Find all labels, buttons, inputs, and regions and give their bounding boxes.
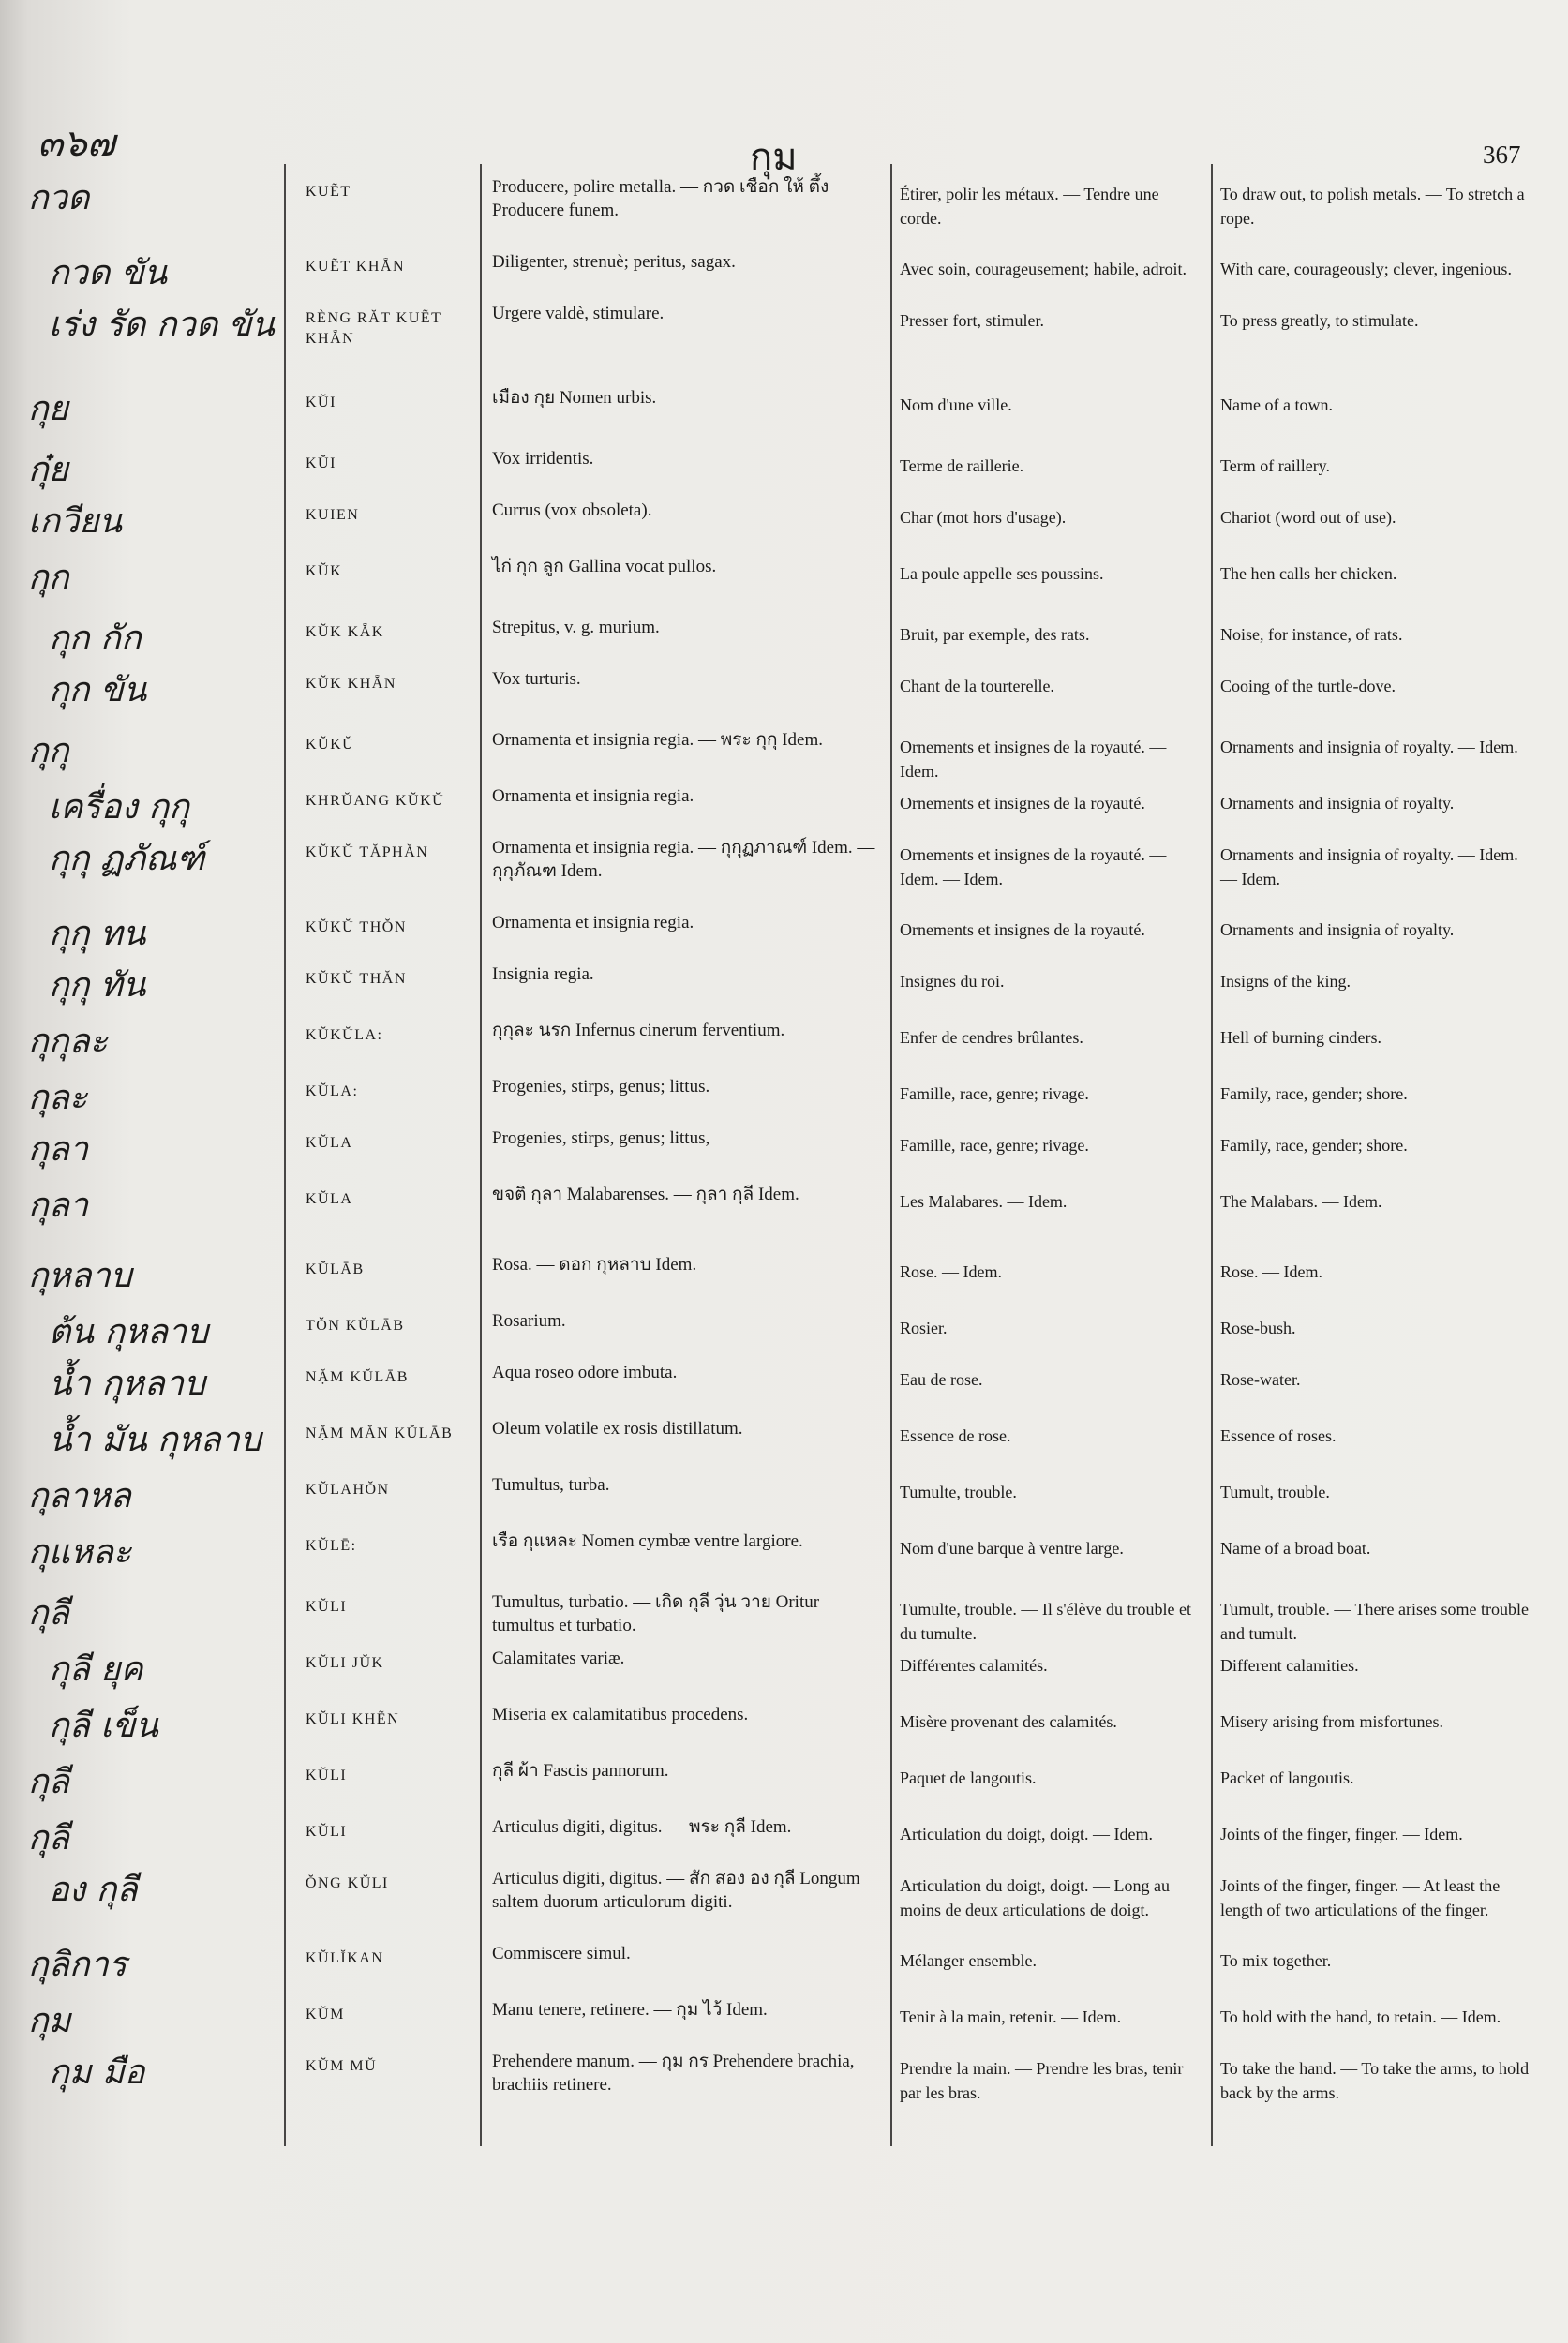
romanization: KŬKŬ THŎN <box>306 919 407 935</box>
thai-headword: กุลี ยุค <box>49 1650 143 1689</box>
romanization: KŬKŬ TĂPHĂN <box>306 844 429 860</box>
latin-definition: Tumultus, turbatio. — เกิด กุลี วุ่น วาย Oritur tumultus et turbatio. <box>492 1592 820 1635</box>
english-definition: Chariot (word out of use). <box>1220 508 1396 527</box>
romanization: KŬK KẴK <box>306 624 384 640</box>
english-definition: To hold with the hand, to retain. — Idem. <box>1220 2007 1501 2026</box>
thai-headword: เร่ง รัด กวด ขัน <box>49 306 275 344</box>
latin-definition: เรือ กุแหละ Nomen cymbæ ventre largiore. <box>492 1531 803 1551</box>
english-definition: Misery arising from misfortunes. <box>1220 1712 1443 1731</box>
latin-definition: Ornamenta et insignia regia. <box>492 786 694 806</box>
romanization: KUẼT KHẴN <box>306 259 406 275</box>
english-definition: Ornaments and insignia of royalty. — Idem. <box>1220 738 1518 756</box>
french-definition: Avec soin, courageusement; habile, adroit. <box>900 260 1187 278</box>
column-rule-1 <box>284 164 286 2146</box>
latin-definition: Progenies, stirps, genus; littus. <box>492 1077 710 1097</box>
latin-definition: Rosa. — ดอก กุหลาบ Idem. <box>492 1255 697 1275</box>
latin-definition: เมือง กุย Nomen urbis. <box>492 388 657 408</box>
thai-headword: กุลิการ <box>28 1946 127 1984</box>
french-definition: Ornements et insignes de la royauté. — Idem. — Idem. <box>900 845 1167 889</box>
romanization: KŬK <box>306 563 343 579</box>
thai-headword: กวด <box>28 179 90 217</box>
english-definition: Family, race, gender; shore. <box>1220 1136 1408 1155</box>
french-definition: Char (mot hors d'usage). <box>900 508 1067 527</box>
latin-definition: ขจติ กุลา Malabarenses. — กุลา กุลี Idem. <box>492 1185 799 1204</box>
thai-headword: น้ำ กุหลาบ <box>49 1365 205 1403</box>
french-definition: Mélanger ensemble. <box>900 1951 1037 1970</box>
french-definition: Essence de rose. <box>900 1426 1011 1445</box>
column-rule-2 <box>480 164 482 2146</box>
romanization: NẶM MĂN KŬLĀB <box>306 1425 454 1441</box>
thai-headword: กุหลาบ <box>28 1257 132 1295</box>
romanization: KŬLI JŬK <box>306 1655 384 1671</box>
page-number: 367 <box>1483 141 1521 169</box>
latin-definition: Vox irridentis. <box>492 449 594 469</box>
latin-definition: Articulus digiti, digitus. — พระ กุลี Idem. <box>492 1817 792 1837</box>
column-rule-3 <box>890 164 892 2146</box>
latin-definition: Prehendere manum. — กุม กร Prehendere brachia, brachiis retinere. <box>492 2052 855 2095</box>
french-definition: Bruit, par exemple, des rats. <box>900 625 1090 644</box>
thai-headword: กุก <box>28 559 69 597</box>
thai-headword: กุ๋ย <box>28 451 68 489</box>
english-definition: With care, courageously; clever, ingenious. <box>1220 260 1512 278</box>
french-definition: Tumulte, trouble. <box>900 1483 1017 1501</box>
latin-definition: Ornamenta et insignia regia. <box>492 913 694 933</box>
romanization: KŬKŬ THĂN <box>306 971 407 987</box>
english-definition: Noise, for instance, of rats. <box>1220 625 1403 644</box>
romanization: ŎNG KŬLI <box>306 1875 389 1891</box>
thai-headword: กุลี <box>28 1819 69 1858</box>
romanization: KŬLA: <box>306 1083 359 1099</box>
romanization: KUIEN <box>306 507 360 523</box>
column-rule-4 <box>1211 164 1213 2146</box>
romanization: KŬLI <box>306 1824 348 1840</box>
thai-headword: กวด ขัน <box>49 254 168 292</box>
french-definition: Presser fort, stimuler. <box>900 311 1044 330</box>
english-definition: Joints of the finger, finger. — Idem. <box>1220 1825 1463 1843</box>
latin-definition: Vox turturis. <box>492 669 581 689</box>
romanization: KŬLI <box>306 1599 348 1615</box>
thai-headword: กุแหละ <box>28 1533 132 1572</box>
french-definition: Famille, race, genre; rivage. <box>900 1084 1089 1103</box>
english-definition: Cooing of the turtle-dove. <box>1220 677 1396 695</box>
english-definition: To press greatly, to stimulate. <box>1220 311 1419 330</box>
english-definition: Rose. — Idem. <box>1220 1262 1322 1281</box>
thai-headword: เครื่อง กุกุ <box>49 788 189 827</box>
french-definition: Ornements et insignes de la royauté. <box>900 920 1145 939</box>
french-definition: Les Malabares. — Idem. <box>900 1192 1068 1211</box>
latin-definition: Progenies, stirps, genus; littus, <box>492 1128 710 1148</box>
english-definition: Tumult, trouble. — There arises some trouble and tumult. <box>1220 1600 1529 1644</box>
french-definition: Chant de la tourterelle. <box>900 677 1054 695</box>
romanization: KŬI <box>306 395 336 410</box>
english-definition: Term of raillery. <box>1220 456 1331 475</box>
latin-definition: Calamitates variæ. <box>492 1649 625 1668</box>
romanization: KŬI <box>306 455 336 471</box>
french-definition: Ornements et insignes de la royauté. <box>900 794 1145 813</box>
french-definition: Prendre la main. — Prendre les bras, tenir par les bras. <box>900 2059 1184 2103</box>
thai-headword: กุกุละ <box>28 1022 108 1061</box>
romanization: RÈNG RĂT KUẼT KHẴN <box>306 310 442 347</box>
french-definition: Différentes calamités. <box>900 1656 1048 1675</box>
romanization: KŬLĬKAN <box>306 1950 384 1966</box>
english-definition: To take the hand. — To take the arms, to hold back by the arms. <box>1220 2059 1530 2103</box>
english-definition: Name of a broad boat. <box>1220 1539 1371 1558</box>
thai-headword: กุกุ ฏภัณฑ์ <box>49 840 205 878</box>
thai-headword: กุละ <box>28 1079 88 1117</box>
latin-definition: Urgere valdè, stimulare. <box>492 304 665 323</box>
french-definition: La poule appelle ses poussins. <box>900 564 1104 583</box>
romanization: KŬLAHŎN <box>306 1482 390 1498</box>
french-definition: Rosier. <box>900 1319 948 1337</box>
french-definition: Nom d'une ville. <box>900 395 1012 414</box>
english-definition: Insigns of the king. <box>1220 972 1351 991</box>
romanization: KŬLĀB <box>306 1261 365 1277</box>
latin-definition: Miseria ex calamitatibus procedens. <box>492 1705 749 1724</box>
running-headword: กุม <box>750 136 798 179</box>
thai-headword: กุย <box>28 390 68 428</box>
latin-definition: กุลี ผ้า Fascis pannorum. <box>492 1761 669 1781</box>
french-definition: Famille, race, genre; rivage. <box>900 1136 1089 1155</box>
english-definition: Packet of langoutis. <box>1220 1768 1354 1787</box>
thai-headword: กุลี เข็น <box>49 1707 158 1745</box>
romanization: KŬKŬLA: <box>306 1027 383 1043</box>
thai-headword: กุลาหล <box>28 1477 131 1515</box>
romanization: KŬLA <box>306 1135 353 1151</box>
english-definition: Joints of the finger, finger. — At least the length of two articulations of the finger. <box>1220 1876 1501 1920</box>
latin-definition: Ornamenta et insignia regia. — กุกุฏภาณฑ์ Idem. — กุกุภัณฑ Idem. <box>492 838 875 881</box>
thai-headword: กุลี <box>28 1594 69 1633</box>
english-definition: Ornaments and insignia of royalty. — Idem. — Idem. <box>1220 845 1518 889</box>
latin-definition: กุกุละ นรก Infernus cinerum ferventium. <box>492 1021 785 1040</box>
thai-headword: กุกุ ทัน <box>49 966 146 1005</box>
latin-definition: Oleum volatile ex rosis distillatum. <box>492 1419 743 1439</box>
thai-headword: อง กุลี <box>49 1871 138 1909</box>
french-definition: Ornements et insignes de la royauté. — Idem. <box>900 738 1167 782</box>
english-definition: Essence of roses. <box>1220 1426 1337 1445</box>
latin-definition: Aqua roseo odore imbuta. <box>492 1363 678 1382</box>
thai-headword: กุม <box>28 2002 71 2040</box>
french-definition: Étirer, polir les métaux. — Tendre une corde. <box>900 185 1159 229</box>
english-definition: The hen calls her chicken. <box>1220 564 1397 583</box>
french-definition: Misère provenant des calamités. <box>900 1712 1117 1731</box>
thai-headword: กุก ขัน <box>49 671 147 709</box>
thai-headword: เกวียน <box>28 502 123 541</box>
latin-definition: Currus (vox obsoleta). <box>492 500 652 520</box>
thai-headword: กุม มือ <box>49 2053 145 2092</box>
french-definition: Tumulte, trouble. — Il s'élève du trouble et du tumulte. <box>900 1600 1192 1644</box>
english-definition: The Malabars. — Idem. <box>1220 1192 1382 1211</box>
romanization: KŬLA <box>306 1191 353 1207</box>
romanization: KŬLI KHẼN <box>306 1711 400 1727</box>
thai-headword: กุกุ ทน <box>49 915 146 953</box>
romanization: KHRŬANG KŬKŬ <box>306 793 445 809</box>
latin-definition: Manu tenere, retinere. — กุม ไว้ Idem. <box>492 2000 768 2020</box>
latin-definition: Commiscere simul. <box>492 1944 631 1963</box>
thai-headword: กุลา <box>28 1186 89 1225</box>
romanization: KŬKŬ <box>306 737 355 753</box>
thai-headword: น้ำ มัน กุหลาบ <box>49 1421 261 1459</box>
english-definition: Ornaments and insignia of royalty. <box>1220 794 1455 813</box>
french-definition: Rose. — Idem. <box>900 1262 1002 1281</box>
latin-definition: Ornamenta et insignia regia. — พระ กุกุ Idem. <box>492 730 823 750</box>
french-definition: Articulation du doigt, doigt. — Idem. <box>900 1825 1153 1843</box>
romanization: KŬM MŬ <box>306 2058 378 2074</box>
thai-headword: กุกุ <box>28 732 69 770</box>
romanization: KUẼT <box>306 184 351 200</box>
english-definition: Rose-bush. <box>1220 1319 1296 1337</box>
thai-headword: กุลี <box>28 1763 69 1801</box>
thai-headword: กุลา <box>28 1130 89 1169</box>
french-definition: Terme de raillerie. <box>900 456 1024 475</box>
latin-definition: Strepitus, v. g. murium. <box>492 618 660 637</box>
english-definition: Hell of burning cinders. <box>1220 1028 1381 1047</box>
thai-headword: ต้น กุหลาบ <box>49 1313 209 1351</box>
french-definition: Tenir à la main, retenir. — Idem. <box>900 2007 1122 2026</box>
english-definition: Tumult, trouble. <box>1220 1483 1330 1501</box>
french-definition: Insignes du roi. <box>900 972 1005 991</box>
romanization: KŬK KHẴN <box>306 676 396 692</box>
thai-headword: กุก กัก <box>49 619 142 658</box>
english-definition: Name of a town. <box>1220 395 1333 414</box>
french-definition: Paquet de langoutis. <box>900 1768 1037 1787</box>
french-definition: Nom d'une barque à ventre large. <box>900 1539 1124 1558</box>
latin-definition: Insignia regia. <box>492 964 594 984</box>
romanization: TŎN KŬLĀB <box>306 1318 405 1334</box>
english-definition: Ornaments and insignia of royalty. <box>1220 920 1455 939</box>
romanization: NẶM KŬLĀB <box>306 1369 409 1385</box>
english-definition: Rose-water. <box>1220 1370 1301 1389</box>
latin-definition: Producere, polire metalla. — กวด เชือก ให้ ตึ้ง Producere funem. <box>492 177 829 220</box>
english-definition: To mix together. <box>1220 1951 1332 1970</box>
french-definition: Enfer de cendres brûlantes. <box>900 1028 1083 1047</box>
french-definition: Articulation du doigt, doigt. — Long au moins de deux articulations de doigt. <box>900 1876 1170 1920</box>
romanization: KŬLI <box>306 1768 348 1783</box>
romanization: KŬM <box>306 2007 345 2022</box>
french-definition: Eau de rose. <box>900 1370 983 1389</box>
thai-page-number: ๓๖๗ <box>37 122 115 165</box>
english-definition: To draw out, to polish metals. — To stretch a rope. <box>1220 185 1525 229</box>
english-definition: Different calamities. <box>1220 1656 1359 1675</box>
latin-definition: Articulus digiti, digitus. — สัก สอง อง กุลี Longum saltem duorum articulorum digiti. <box>492 1869 860 1912</box>
romanization: KŬLĒ: <box>306 1538 357 1554</box>
latin-definition: Rosarium. <box>492 1311 566 1331</box>
latin-definition: Tumultus, turba. <box>492 1475 610 1495</box>
latin-definition: Diligenter, strenuè; peritus, sagax. <box>492 252 736 272</box>
latin-definition: ไก่ กุก ลูก Gallina vocat pullos. <box>492 557 717 576</box>
english-definition: Family, race, gender; shore. <box>1220 1084 1408 1103</box>
